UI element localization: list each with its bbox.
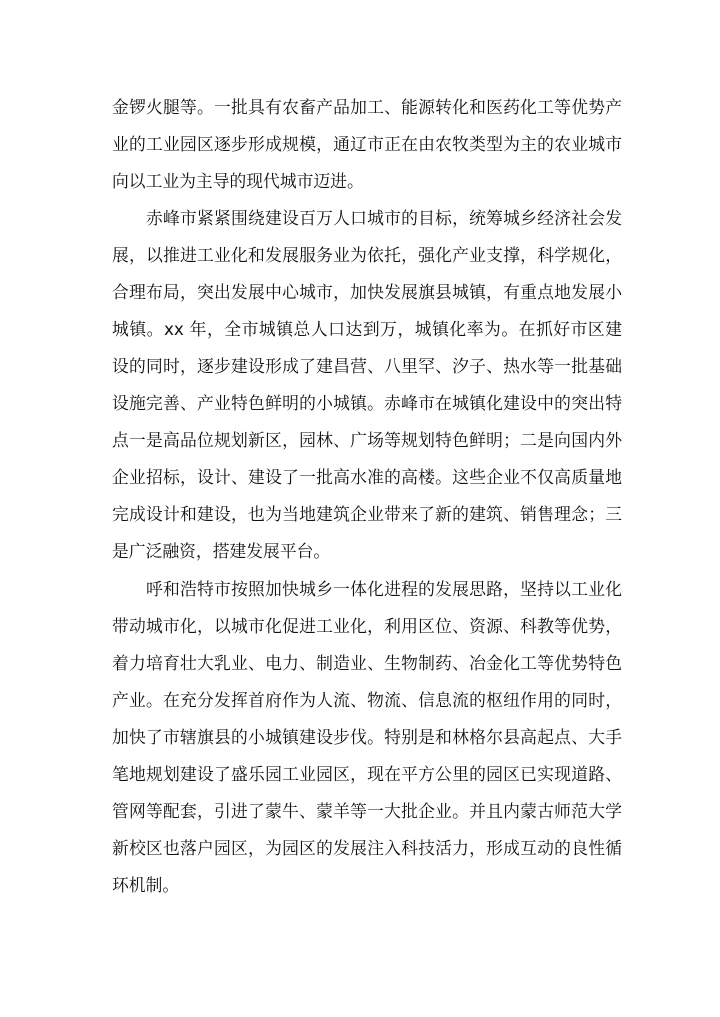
paragraph-2-line-5: 设的同时，逐步建设形成了建昌营、八里罕、汐子、热水等一批基础 [112, 356, 622, 376]
paragraph-3-line-8: 新校区也落户园区，为园区的发展注入科技活力，形成互动的良性循 [112, 838, 622, 858]
paragraph-1-line-1: 金锣火腿等。一批具有农畜产品加工、能源转化和医药化工等优势产 [112, 97, 622, 117]
paragraph-2-line-8: 企业招标，设计、建设了一批高水准的高楼。这些企业不仅高质量地 [112, 467, 622, 487]
paragraph-3-line-3: 着力培育壮大乳业、电力、制造业、生物制药、冶金化工等优势特色 [112, 653, 622, 673]
paragraph-3-line-1: 呼和浩特市按照加快城乡一体化进程的发展思路，坚持以工业化 [146, 579, 622, 599]
paragraph-2-line-10: 是广泛融资，搭建发展平台。 [112, 541, 331, 561]
paragraph-3-line-4: 产业。在充分发挥首府作为人流、物流、信息流的枢纽作用的同时， [112, 690, 622, 710]
paragraph-2-line-6: 设施完善、产业特色鲜明的小城镇。赤峰市在城镇化建设中的突出特 [112, 393, 622, 413]
paragraph-3-line-6: 笔地规划建设了盛乐园工业园区，现在平方公里的园区已实现道路、 [112, 764, 622, 784]
paragraph-3-line-7: 管网等配套，引进了蒙牛、蒙羊等一大批企业。并且内蒙古师范大学 [112, 801, 622, 821]
paragraph-1-line-2: 业的工业园区逐步形成规模，通辽市正在由农牧类型为主的农业城市 [112, 134, 622, 154]
paragraph-2-line-1: 赤峰市紧紧围绕建设百万人口城市的目标，统筹城乡经济社会发 [146, 208, 622, 228]
paragraph-1-line-3: 向以工业为主导的现代城市迈进。 [112, 171, 364, 191]
paragraph-2-line-2: 展，以推进工业化和发展服务业为依托，强化产业支撑，科学规化， [112, 245, 622, 265]
paragraph-3-line-9: 环机制。 [112, 875, 180, 895]
paragraph-2-line-9: 完成设计和建设，也为当地建筑企业带来了新的建筑、销售理念；三 [112, 504, 622, 524]
paragraph-2-line-4: 城镇。xx 年，全市城镇总人口达到万，城镇化率为。在抓好市区建 [112, 319, 622, 339]
paragraph-3-line-2: 带动城市化，以城市化促进工业化，利用区位、资源、科教等优势， [112, 616, 622, 636]
paragraph-2-line-7: 点一是高品位规划新区，园林、广场等规划特色鲜明；二是向国内外 [112, 430, 622, 450]
paragraph-3-line-5: 加快了市辖旗县的小城镇建设步伐。特别是和林格尔县高起点、大手 [112, 727, 622, 747]
paragraph-2-line-3: 合理布局，突出发展中心城市，加快发展旗县城镇，有重点地发展小 [112, 282, 622, 302]
